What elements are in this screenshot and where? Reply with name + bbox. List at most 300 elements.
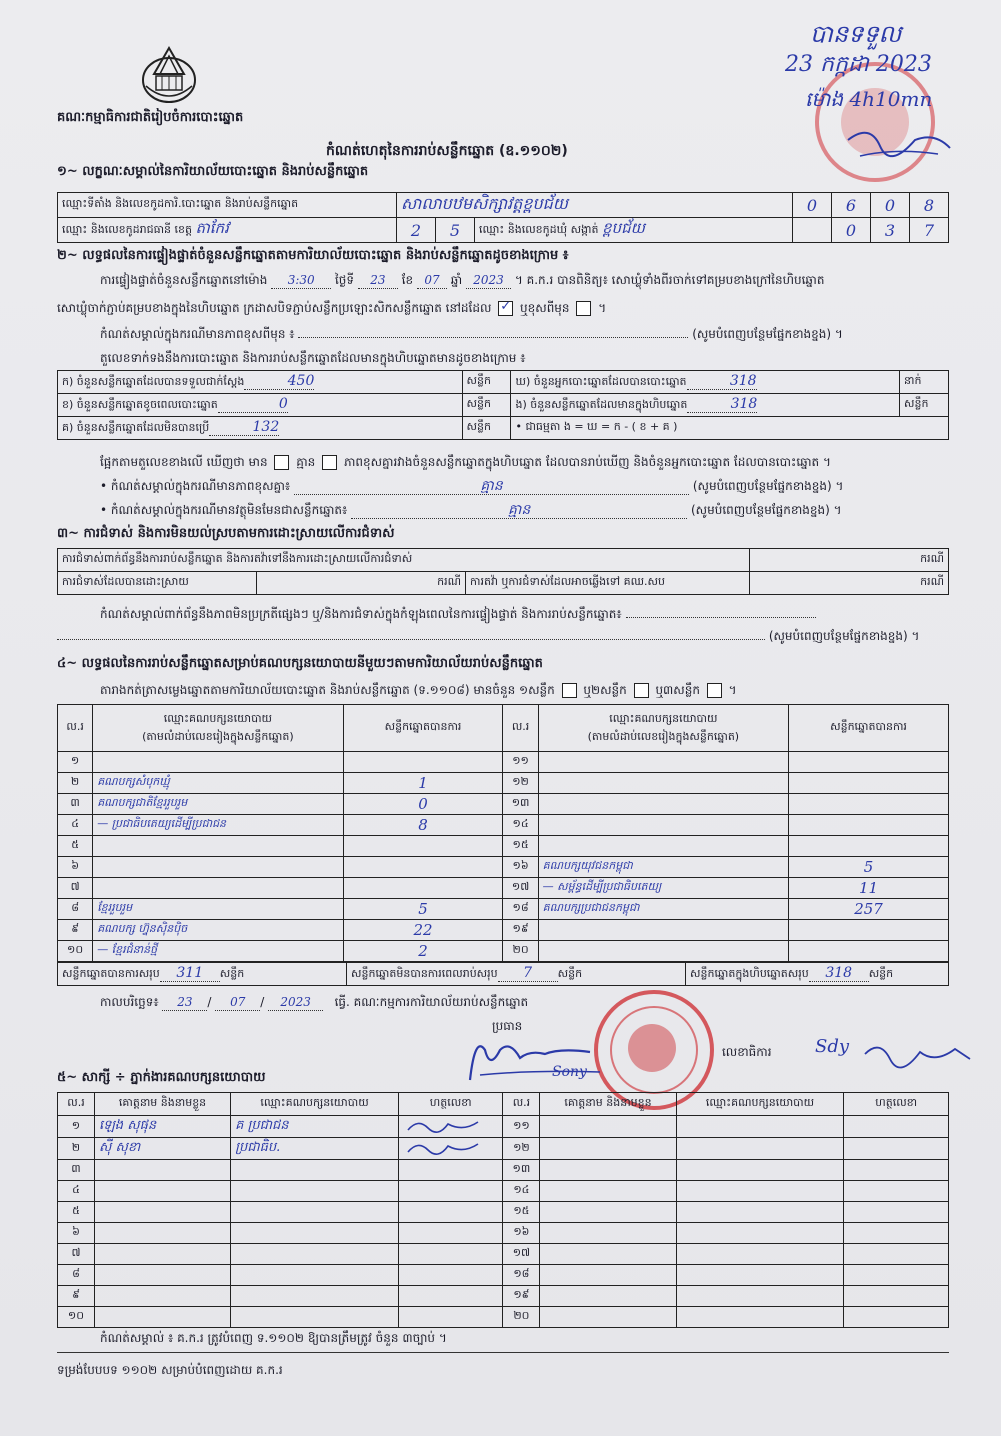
compare-none: គ្មាន (296, 455, 316, 469)
col-votes-2: សន្លឹកឆ្នោតបានការ (789, 705, 949, 752)
nec-logo (138, 40, 200, 106)
witness-sign (398, 1138, 503, 1160)
witness-name: ឡេង សុផុន (94, 1116, 230, 1138)
witness-party (676, 1223, 844, 1244)
commune-cell (475, 218, 793, 243)
witness-row (58, 1160, 949, 1181)
form-title: កំណត់ហេតុនៃការរាប់សន្លឹកឆ្នោត (ឧ.១១០២) (326, 143, 568, 159)
witness-row (58, 1286, 949, 1307)
witness-no: ៦ (58, 1223, 95, 1244)
result-party: គណបក្ស ហ្វ៊ុនស៊ិនប៉ិច (93, 920, 343, 941)
section2-heading: ២~ លទ្ធផលនៃការផ្ទៀងផ្ទាត់ចំនួនសន្លឹកឆ្នោតតាមការិយាល័យបោះឆ្នោត និងរាប់សន្លឹកឆ្នោតដូចខាងក្រោម ៖ (57, 248, 569, 263)
result-party: គណបក្សប្រជាជនកម្ពុជា (538, 899, 788, 920)
results-row (58, 920, 949, 941)
w-col-name: គោត្តនាម និងនាមខ្លួន (94, 1093, 230, 1116)
result-votes (789, 752, 949, 773)
witness-sign (398, 1286, 503, 1307)
totals-table (57, 962, 949, 986)
witness-no: ១៨ (503, 1265, 540, 1286)
commune-label: ឈ្មោះ និងលេខកូដឃុំ សង្កាត់ (479, 223, 599, 236)
results-row (58, 752, 949, 773)
witness-sign (844, 1138, 949, 1160)
witness-sign (844, 1244, 949, 1265)
witness-name (94, 1202, 230, 1223)
result-party: — សម្ព័ន្ធដើម្បីប្រជាធិបតេយ្យ (538, 878, 788, 899)
witness-name (94, 1307, 230, 1328)
objection-table (57, 548, 949, 595)
result-party (538, 773, 788, 794)
compare-text: ផ្អែកតាមតួលេខខាងលើ ឃើញថា មាន (100, 455, 268, 469)
date-line: កាលបរិច្ឆេទ៖ 23 / 07 / 2023 ធ្វើ. គណៈកម្មការការិយាល័យរាប់សន្លឹកឆ្នោត (100, 995, 529, 1009)
secretary-name: Sdy (815, 1036, 850, 1057)
witness-no: ៥ (58, 1202, 95, 1223)
commune-code-pad (793, 218, 832, 243)
result-votes: 11 (789, 878, 949, 899)
results-row (58, 794, 949, 815)
diff-note-label: កំណត់សម្គាល់ក្នុងករណីមានភាពខុសពីមុន ៖ (100, 327, 295, 341)
result-party: — ប្រជាធិបតេយ្យដើម្បីប្រជាជន (93, 815, 343, 836)
form-note: ទម្រង់បែបបទ ១១០២ សម្រាប់បំពេញដោយ គ.ក.រ (57, 1363, 283, 1377)
verify-time: 3:30 (271, 272, 331, 289)
witness-name (540, 1244, 676, 1265)
result-votes (789, 941, 949, 962)
witness-sign (844, 1160, 949, 1181)
col-party-2: ឈ្មោះគណបក្សនយោបាយ (តាមលំដាប់លេខរៀងក្នុងសន្លឹកឆ្នោត) (538, 705, 788, 752)
figure-c-unit: សន្លឹក (462, 417, 511, 440)
witness-sign (398, 1202, 503, 1223)
results-row (58, 857, 949, 878)
witness-sign (844, 1265, 949, 1286)
witness-name: ស៊ី សុខា (94, 1138, 230, 1160)
result-no: ១៣ (503, 794, 538, 815)
location-code-3: 0 (871, 193, 910, 218)
result-votes: 8 (343, 815, 503, 836)
changed-checkbox[interactable] (576, 301, 591, 316)
results-row (58, 941, 949, 962)
footnote: កំណត់សម្គាល់ ៖ គ.ក.រ ត្រូវបំពេញ ទ.១១០២ ឱ្យបានត្រឹមត្រូវ ចំនួន ៣ច្បាប់ ។ (100, 1331, 447, 1345)
figures-intro: តួលេខទាក់ទងនឹងការបោះឆ្នោត និងការរាប់សន្លឹកឆ្នោតដែលមានក្នុងហិបឆ្នោតមានដូចខាងក្រោម ៖ (100, 351, 526, 365)
verify-text-d: ឆ្នាំ (450, 273, 463, 287)
w-col-sign-2: ហត្ថលេខា (844, 1093, 949, 1116)
results-row (58, 836, 949, 857)
witness-sign (398, 1307, 503, 1328)
result-party (93, 752, 343, 773)
no-diff-checkbox[interactable] (322, 455, 337, 470)
result-no: ៩ (58, 920, 93, 941)
secretary-signature (860, 1034, 980, 1074)
col-no-2: ល.រ (503, 705, 538, 752)
result-party (538, 836, 788, 857)
verify-text-b: ថ្ងៃទី (335, 273, 355, 287)
section1-table (57, 192, 949, 243)
result-party (93, 857, 343, 878)
witness-name (94, 1181, 230, 1202)
witness-name (540, 1160, 676, 1181)
witness-sign (398, 1181, 503, 1202)
witness-no: ៧ (58, 1244, 95, 1265)
figure-a-value: 450 (244, 373, 314, 390)
figures-table (57, 370, 949, 440)
tally-intro-text: តារាងកត់ត្រាសម្លេងឆ្នោតតាមការិយាល័យបោះឆ្នោត និងរាប់សន្លឹកឆ្នោត (ទ.១១០៨) មានចំនួន ១សន្លឹក (100, 683, 555, 697)
verify-text-e: ។ គ.ក.រ បានពិនិត្យ៖ សោឃ្លុំទាំងពីរចាក់ទៅគម្របខាងក្រៅនៃហិបឆ្នោត (514, 273, 825, 287)
witness-party (676, 1116, 844, 1138)
commune-code-1: 0 (832, 218, 871, 243)
verify-month: 07 (417, 272, 447, 289)
witness-name (540, 1181, 676, 1202)
result-no: ១៥ (503, 836, 538, 857)
witness-table (57, 1092, 949, 1328)
w-col-party-2: ឈ្មោះគណបក្សនយោបាយ (676, 1093, 844, 1116)
witness-sign (844, 1307, 949, 1328)
figures-row (58, 394, 949, 417)
witness-name (540, 1265, 676, 1286)
witness-name (94, 1223, 230, 1244)
province-code-2: 5 (436, 218, 475, 243)
result-votes: 257 (789, 899, 949, 920)
location-value: សាលាបឋមសិក្សាវត្តខ្ពបជ័យ (397, 193, 793, 218)
witness-row (58, 1223, 949, 1244)
result-votes: 5 (789, 857, 949, 878)
result-votes (343, 836, 503, 857)
witness-no: ៩ (58, 1286, 95, 1307)
result-votes (789, 815, 949, 836)
witness-party (676, 1202, 844, 1223)
figure-d-unit: នាក់ (900, 371, 949, 394)
witness-party (676, 1265, 844, 1286)
result-party (538, 752, 788, 773)
result-no: ៦ (58, 857, 93, 878)
objection-appeal: ការតវ៉ា ឬការជំទាស់ដែលអាចឆ្លើងទៅ គឈ.សប (466, 572, 750, 595)
location-label: ឈ្មោះទីតាំង និងលេខកូដការិ.បោះឆ្នោត និងរាប់សន្លឹកឆ្នោត (58, 193, 397, 218)
irregularity-note-2 (57, 628, 919, 644)
verify-or: ឬខុសពីមុន (520, 301, 570, 315)
section3-heading: ៣~ ការជំទាស់ និងការមិនយល់ស្របតាមការដោះស្រាយលើការជំទាស់ (57, 526, 395, 541)
col-no: ល.រ (58, 705, 93, 752)
witness-no: ១៤ (503, 1181, 540, 1202)
figure-c: គ) ចំនួនសន្លឹកឆ្នោតដែលមិនបានប្រើ 132 (58, 417, 463, 440)
diff-note-dots (298, 337, 688, 338)
witness-name (540, 1116, 676, 1138)
bullet1-value: គ្មាន (294, 478, 689, 495)
objection-resolved: ការជំទាស់ដែលបានដោះស្រាយ (58, 572, 257, 595)
result-no: ២ (58, 773, 93, 794)
w-col-no-2: ល.រ (503, 1093, 540, 1116)
results-table (57, 704, 949, 962)
section4-heading: ៤~ លទ្ធផលនៃការរាប់សន្លឹកឆ្នោតសម្រាប់គណបក្សនយោបាយនីមួយៗតាមការិយាល័យរាប់សន្លឹកឆ្នោត (57, 656, 543, 671)
result-votes (789, 836, 949, 857)
witness-sign (398, 1265, 503, 1286)
results-row (58, 773, 949, 794)
witness-no: ១៥ (503, 1202, 540, 1223)
diff-note-hint: (សូមបំពេញបន្ថែមផ្នែកខាងខ្នង) ។ (692, 327, 843, 341)
three-sheet-label: ឬ៣សន្លឹក (655, 683, 700, 697)
result-no: ៤ (58, 815, 93, 836)
figure-e: ង) ចំនួនសន្លឹកឆ្នោតដែលមានក្នុងហិបឆ្នោត 318 (511, 394, 900, 417)
w-col-sign: ហត្ថលេខា (398, 1093, 503, 1116)
total-box-value: 318 (809, 965, 869, 982)
witness-name (540, 1223, 676, 1244)
result-no: ១ (58, 752, 93, 773)
witness-no: ២ (58, 1138, 95, 1160)
figure-formula: • ជាធម្មតា ង = ឃ = ក - ( ខ + គ ) (511, 417, 949, 440)
bullet2-line (100, 502, 842, 519)
total-valid: សន្លឹកឆ្នោតបានការសរុប 311 សន្លឹក (58, 963, 347, 986)
verify-text-a: ការផ្ទៀងផ្ទាត់ចំនួនសន្លឹកឆ្នោតនៅម៉ោង (100, 273, 268, 287)
result-party (538, 794, 788, 815)
figure-a: ក) ចំនួនសន្លឹកឆ្នោតដែលបានទទួលជាក់ស្តែង 450 (58, 371, 463, 394)
result-party (538, 941, 788, 962)
result-party: ខ្មែររួបរួម (93, 899, 343, 920)
w-col-name-2: គោត្តនាម និងនាមខ្លួន (540, 1093, 676, 1116)
irregularity-dots (626, 617, 816, 618)
bullet1-hint: (សូមបំពេញបន្ថែមផ្នែកខាងខ្នង) ។ (692, 479, 844, 493)
bullet1-label: • កំណត់សម្គាល់ក្នុងករណីមានភាពខុសគ្នា៖ (100, 479, 291, 493)
result-party (93, 836, 343, 857)
witness-no: ៣ (58, 1160, 95, 1181)
total-invalid: សន្លឹកឆ្នោតមិនបានការពេលរាប់សរុប 7 សន្លឹក (347, 963, 686, 986)
witness-name (540, 1202, 676, 1223)
result-no: ៥ (58, 836, 93, 857)
result-votes (789, 794, 949, 815)
figures-row (58, 417, 949, 440)
compare-line (100, 454, 831, 470)
total-invalid-value: 7 (498, 965, 558, 982)
witness-party (676, 1244, 844, 1265)
witness-row (58, 1265, 949, 1286)
witness-no: ១៦ (503, 1223, 540, 1244)
figure-e-unit: សន្លឹក (900, 394, 949, 417)
result-no: ១៧ (503, 878, 538, 899)
witness-no: ៤ (58, 1181, 95, 1202)
figure-d-value: 318 (687, 373, 757, 390)
witness-signature (403, 1138, 483, 1156)
witness-row (58, 1307, 949, 1328)
divider (57, 1352, 949, 1353)
results-row (58, 878, 949, 899)
witness-party (231, 1181, 399, 1202)
result-party (538, 920, 788, 941)
result-votes: 2 (343, 941, 503, 962)
col-party: ឈ្មោះគណបក្សនយោបាយ (តាមលំដាប់លេខរៀងក្នុងសន្លឹកឆ្នោត) (93, 705, 343, 752)
result-votes: 1 (343, 773, 503, 794)
sign-for: ធ្វើ. គណៈកម្មការការិយាល័យរាប់សន្លឹកឆ្នោត (334, 995, 529, 1009)
witness-sign (398, 1223, 503, 1244)
witness-party (676, 1138, 844, 1160)
result-party (538, 815, 788, 836)
result-votes (343, 857, 503, 878)
witness-party (676, 1307, 844, 1328)
witness-no: ១២ (503, 1138, 540, 1160)
date-month: 07 (215, 994, 260, 1011)
witness-name (94, 1160, 230, 1181)
section5-heading: ៥~ សាក្សី ÷ ភ្នាក់ងារគណបក្សនយោបាយ (57, 1070, 266, 1085)
secretary-label: លេខាធិការ (722, 1045, 772, 1059)
result-votes (343, 878, 503, 899)
verify-day: 23 (358, 272, 398, 289)
total-valid-value: 311 (160, 965, 220, 982)
witness-name (540, 1138, 676, 1160)
result-no: ២០ (503, 941, 538, 962)
witness-sign (844, 1202, 949, 1223)
witness-party (676, 1181, 844, 1202)
witness-row (58, 1138, 949, 1160)
witness-no: ១០ (58, 1307, 95, 1328)
province-code-1: 2 (397, 218, 436, 243)
witness-name (540, 1286, 676, 1307)
witness-signature (403, 1116, 483, 1134)
witness-sign (398, 1244, 503, 1265)
figure-b-unit: សន្លឹក (462, 394, 511, 417)
witness-no: ១៣ (503, 1160, 540, 1181)
objection-row1-unit: ករណី (750, 549, 949, 572)
commune-value: ខ្ពបជ័យ (602, 219, 645, 237)
figure-a-unit: សន្លឹក (462, 371, 511, 394)
witness-sign (398, 1160, 503, 1181)
figure-b: ខ) ចំនួនសន្លឹកឆ្នោតខូចពេលបោះឆ្នោត 0 (58, 394, 463, 417)
irregularity-hint: (សូមបំពេញបន្ថែមផ្នែកខាងខ្នង) ។ (768, 629, 920, 643)
witness-sign (844, 1181, 949, 1202)
witness-sign (844, 1116, 949, 1138)
result-no: ១៤ (503, 815, 538, 836)
witness-party (231, 1160, 399, 1181)
figures-row (58, 371, 949, 394)
commune-code-2: 3 (871, 218, 910, 243)
compare-rest: ភាពខុសគ្នារវាងចំនួនសន្លឹកឆ្នោតក្នុងហិបឆ្នោត ដែលបានរាប់ឃើញ និងចំនួនអ្នកបោះឆ្នោត ដែលបានបោះឆ្នោត ។ (343, 455, 831, 469)
bullet2-value: គ្មាន (351, 502, 687, 519)
figure-c-value: 132 (209, 419, 279, 436)
location-code-2: 6 (832, 193, 871, 218)
president-label: ប្រធាន (492, 1019, 523, 1033)
committee-name: គណៈកម្មាធិការជាតិរៀបចំការបោះឆ្នោត (57, 110, 244, 125)
diff-note-line (100, 326, 843, 342)
figure-b-value: 0 (218, 396, 288, 413)
witness-no: ១១ (503, 1116, 540, 1138)
witness-party: គ ប្រជាជន (231, 1116, 399, 1138)
objection-resolved-unit: ករណី (257, 572, 466, 595)
province-value: តាកែវ (195, 219, 229, 237)
witness-sign (844, 1223, 949, 1244)
stamp-received-time: ម៉ោង 4h10mn (805, 87, 933, 111)
result-no: ៣ (58, 794, 93, 815)
figure-e-value: 318 (687, 396, 757, 413)
witness-party: ប្រជាធិប. (231, 1138, 399, 1160)
stamp-signature (840, 118, 960, 168)
bullet1-line (100, 478, 843, 495)
result-no: ១០ (58, 941, 93, 962)
result-party: គណបក្សសំបុកឃ្មុំ (93, 773, 343, 794)
witness-party (231, 1265, 399, 1286)
result-no: ១៨ (503, 899, 538, 920)
president-signature (450, 1030, 610, 1090)
witness-party (231, 1307, 399, 1328)
witness-no: ១ (58, 1116, 95, 1138)
result-party: គណបក្សយុវជនកម្ពុជា (538, 857, 788, 878)
witness-party (231, 1223, 399, 1244)
result-votes (789, 920, 949, 941)
has-diff-checkbox[interactable] (274, 455, 289, 470)
tally-intro: តារាងកត់ត្រាសម្លេងឆ្នោតតាមការិយាល័យបោះឆ្នោត និងរាប់សន្លឹកឆ្នោត (ទ.១១០៨) មានចំនួន ១សន្លឹក ឬ២សន្លឹក ឬ៣សន្លឹក ។ (100, 683, 737, 697)
three-sheet-checkbox[interactable] (707, 683, 722, 698)
result-no: ៧ (58, 878, 93, 899)
witness-name (94, 1265, 230, 1286)
witness-row (58, 1244, 949, 1265)
witness-name (540, 1307, 676, 1328)
col-votes: សន្លឹកឆ្នោតបានការ (343, 705, 503, 752)
irregularity-note (100, 606, 816, 622)
witness-no: ១៩ (503, 1286, 540, 1307)
date-label: កាលបរិច្ឆេទ៖ (100, 995, 159, 1009)
result-no: ១៩ (503, 920, 538, 941)
bullet2-label: • កំណត់សម្គាល់ក្នុងករណីមានវត្ថុមិនមែនជាសន្លឹកឆ្នោត៖ (100, 503, 348, 517)
stamp-received: បានទទួល (810, 20, 902, 48)
figure-d: ឃ) ចំនួនអ្នកបោះឆ្នោតដែលបានបោះឆ្នោត 318 (511, 371, 900, 394)
witness-row (58, 1116, 949, 1138)
witness-no: ៨ (58, 1265, 95, 1286)
two-sheet-checkbox[interactable] (634, 683, 649, 698)
commune-code-3: 7 (910, 218, 949, 243)
witness-party (231, 1244, 399, 1265)
verify-line2: សោឃ្លុំចាក់ភ្ជាប់គម្របខាងក្នុងនៃហិបឆ្នោត ក្រដាសបិទភ្ជាប់សន្លឹកប្រឡោះសិកសន្លឹកឆ្នោត នៅដដែល ✓ ឬខុសពីមុន ។ (57, 300, 606, 316)
result-no: ១២ (503, 773, 538, 794)
irregularity-dots-2 (57, 639, 765, 640)
witness-name (94, 1244, 230, 1265)
result-no: ៨ (58, 899, 93, 920)
result-party: — ខ្មែរជំនាន់ថ្មី (93, 941, 343, 962)
result-votes: 5 (343, 899, 503, 920)
result-votes (789, 773, 949, 794)
verify-text-f: សោឃ្លុំចាក់ភ្ជាប់គម្របខាងក្នុងនៃហិបឆ្នោត ក្រដាសបិទភ្ជាប់សន្លឹកប្រឡោះសិកសន្លឹកឆ្នោត នៅដដែល (57, 301, 492, 315)
two-sheet-label: ឬ២សន្លឹក (583, 683, 627, 697)
location-code-1: 0 (793, 193, 832, 218)
section1-heading: ១~ លក្ខណៈសម្គាល់នៃការិយាល័យបោះឆ្នោត និងរាប់សន្លឹកឆ្នោត (57, 164, 369, 179)
result-party: គណបក្សជាតិខ្មែររួបរួម (93, 794, 343, 815)
result-votes: 0 (343, 794, 503, 815)
objection-row1: ការជំទាស់ពាក់ព័ន្ធនឹងការរាប់សន្លឹកឆ្នោត និងការតវ៉ាទៅនឹងការដោះស្រាយលើការជំទាស់ (58, 549, 750, 572)
same-checkbox[interactable] (498, 301, 513, 316)
date-year: 2023 (268, 994, 323, 1011)
objection-appeal-unit: ករណី (750, 572, 949, 595)
witness-party (231, 1286, 399, 1307)
president-name: Sony (552, 1064, 587, 1080)
witness-party (231, 1202, 399, 1223)
witness-party (676, 1160, 844, 1181)
results-row (58, 815, 949, 836)
stamp-received-date: 23 កក្កដា 2023 (785, 52, 932, 77)
location-code-4: 8 (910, 193, 949, 218)
results-row (58, 899, 949, 920)
one-sheet-checkbox[interactable] (562, 683, 577, 698)
witness-party (676, 1286, 844, 1307)
witness-row (58, 1181, 949, 1202)
result-votes (343, 752, 503, 773)
result-no: ១៦ (503, 857, 538, 878)
witness-no: ២០ (503, 1307, 540, 1328)
witness-row (58, 1202, 949, 1223)
witness-no: ១៧ (503, 1244, 540, 1265)
irregularity-note-label: កំណត់សម្គាល់ពាក់ព័ន្ធនឹងភាពមិនប្រក្រតីផ្សេងៗ ឬ/និងការជំទាស់ក្នុងកំឡុងពេលនៃការផ្ទៀងផ្ទាត់ និងការរាប់សន្លឹកឆ្នោត៖ (100, 607, 622, 621)
witness-sign (844, 1286, 949, 1307)
verify-text-c: ខែ (401, 273, 414, 287)
witness-sign (398, 1116, 503, 1138)
w-col-party: ឈ្មោះគណបក្សនយោបាយ (231, 1093, 399, 1116)
date-day: 23 (162, 994, 207, 1011)
total-box: សន្លឹកឆ្នោតក្នុងហិបឆ្នោតសរុប 318 សន្លឹក (686, 963, 949, 986)
witness-name (94, 1286, 230, 1307)
result-no: ១១ (503, 752, 538, 773)
bullet2-hint: (សូមបំពេញបន្ថែមផ្នែកខាងខ្នង) ។ (690, 503, 842, 517)
verify-line1 (100, 272, 824, 289)
result-party (93, 878, 343, 899)
